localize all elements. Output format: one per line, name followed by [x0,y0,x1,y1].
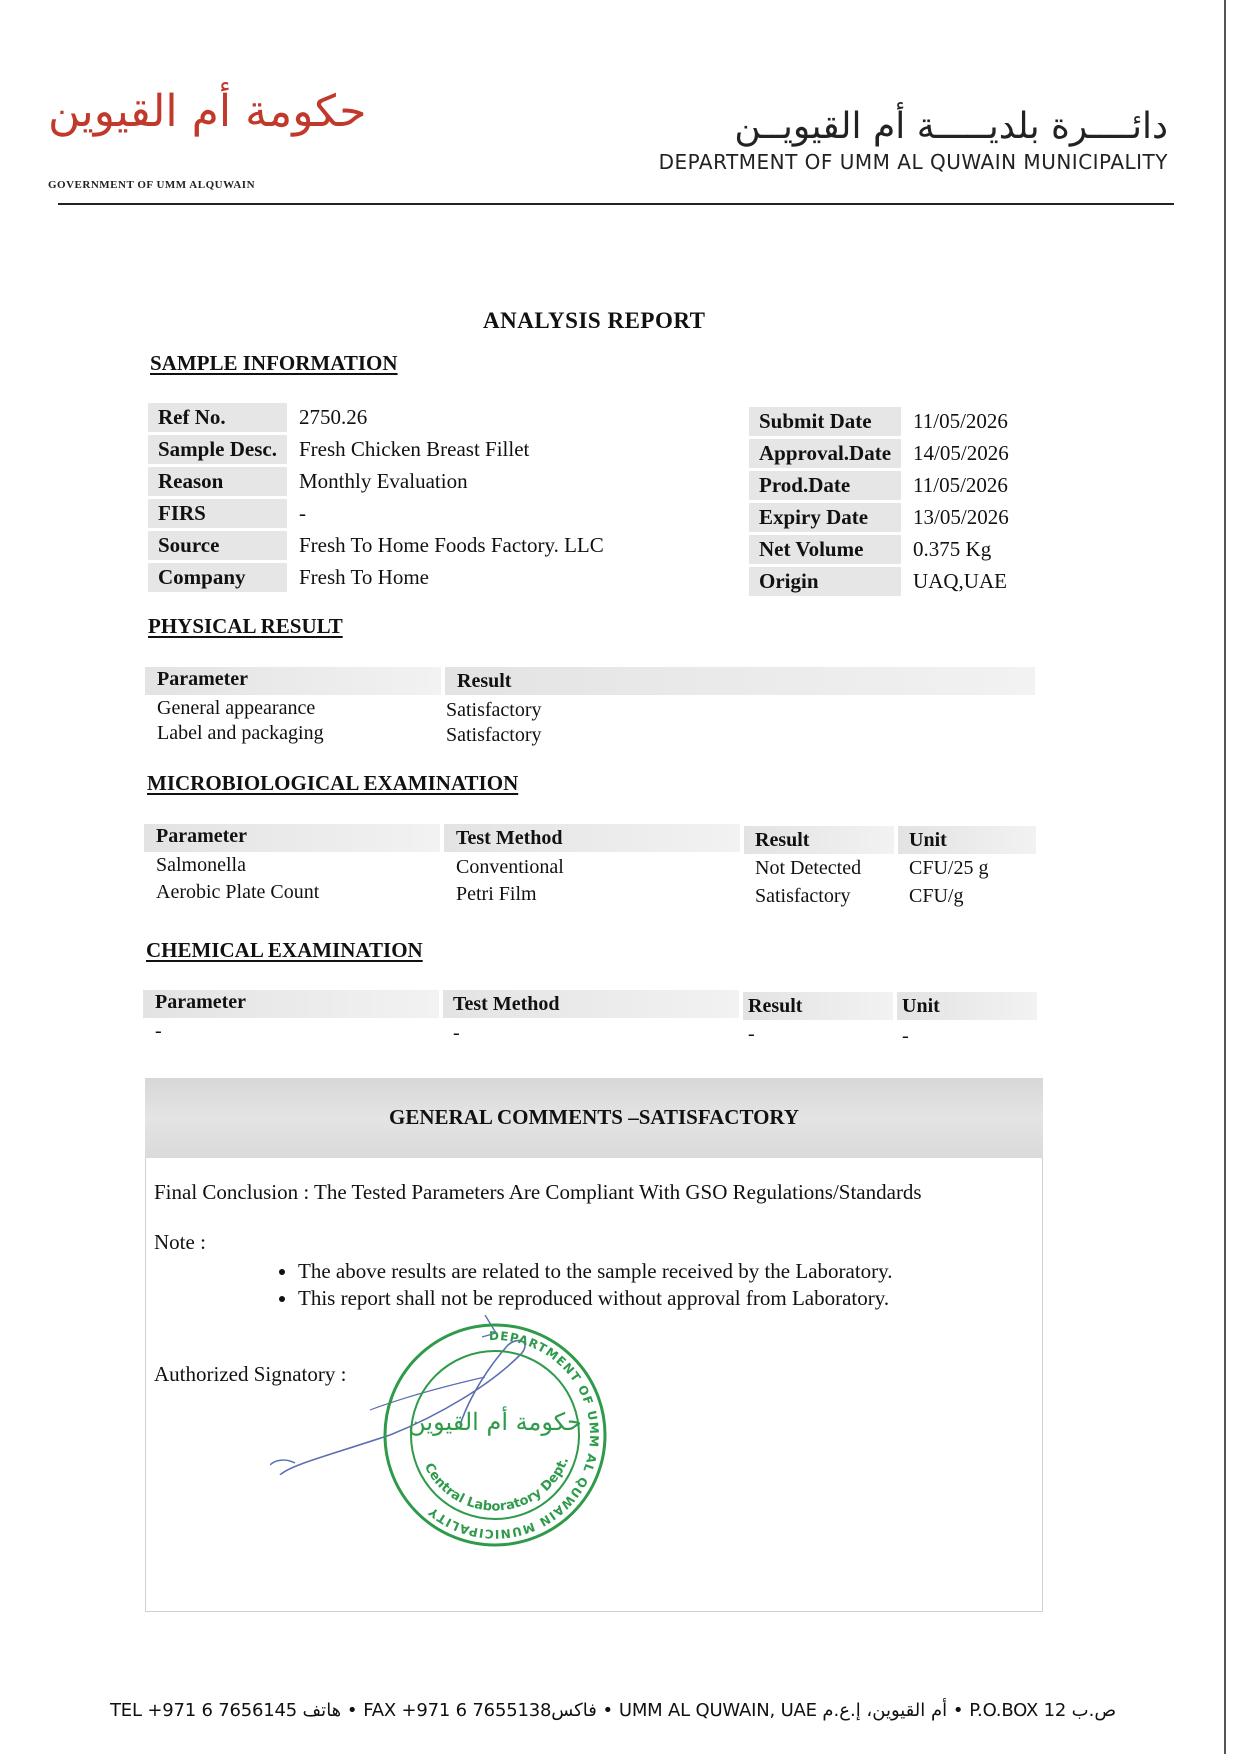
table-cell: Satisfactory [446,699,542,721]
table-cell: Satisfactory [446,724,542,746]
laboratory-stamp [380,1320,610,1550]
info-row [148,531,614,560]
info-label: Origin [749,567,901,596]
authorized-signatory-label: Authorized Signatory : [154,1362,347,1386]
column-header: Test Method [453,993,560,1015]
column-header: Unit [902,995,940,1017]
info-value: 14/05/2026 [913,441,1009,465]
physical-header-bar [445,667,1035,695]
microbiological-table [144,824,1036,916]
info-value: 0.375 Kg [913,537,992,561]
info-value: 11/05/2026 [913,473,1008,497]
info-label: Reason [148,467,287,496]
list-item: • The above results are related to the sample received by the Laboratory. [298,1258,893,1285]
sample-information-heading: SAMPLE INFORMATION [150,351,398,375]
physical-result-table [145,667,1035,757]
column-header: Unit [909,829,947,851]
final-conclusion: Final Conclusion : The Tested Parameters Are Compliant With GSO Regulations/Standards [154,1180,922,1204]
info-label: FIRS [148,499,287,528]
footer-contact: TEL +971 6 7656145 هاتف • FAX +971 6 7655138فاكس • UMM AL QUWAIN, UAE أم القيوين، إ.ع.م • P.O.BOX 12 ص.ب [110,1700,1117,1721]
info-value: 13/05/2026 [913,505,1009,529]
column-header: Parameter [156,825,248,847]
table-cell: Satisfactory [755,885,851,907]
column-header: Parameter [155,991,247,1013]
government-logo-caption: GOVERNMENT OF UMM ALQUWAIN [48,179,256,191]
column-header: Result [748,995,803,1017]
info-value: Monthly Evaluation [299,469,468,493]
physical-result-heading: PHYSICAL RESULT [148,614,343,638]
column-header: Result [755,829,810,851]
info-value: - [299,501,306,525]
department-name-english: DEPARTMENT OF UMM AL QUWAIN MUNICIPALITY [658,150,1168,174]
notes-list [258,1258,893,1312]
info-label: Source [148,531,287,560]
info-row [148,499,614,528]
sample-info-left-table [148,400,614,595]
microbiological-heading: MICROBIOLOGICAL EXAMINATION [147,771,519,795]
info-label: Prod.Date [749,471,901,500]
info-row [749,535,1019,564]
stamp-inner-text: Central Laboratory Dept. [420,1454,573,1515]
column-header: Result [457,670,512,692]
government-logo: حكومة أم القيوين [48,86,367,137]
info-label: Expiry Date [749,503,901,532]
table-cell: Petri Film [456,883,537,905]
info-label: Ref No. [148,403,287,432]
table-cell: - [902,1025,909,1047]
table-cell: Label and packaging [157,722,324,744]
stamp-emblem: حكومة أم القيوين [408,1408,582,1436]
chemical-table [143,990,1037,1060]
info-value: Fresh To Home [299,565,429,589]
chemical-heading: CHEMICAL EXAMINATION [146,938,423,962]
info-row [148,467,614,496]
info-value: Fresh To Home Foods Factory. LLC [299,533,604,557]
info-row [148,435,614,464]
department-name-arabic: دائــــرة بلديـــــة أم القيويــن [734,106,1168,147]
table-cell: Not Detected [755,857,862,879]
info-row [749,407,1019,436]
table-cell: CFU/25 g [909,857,989,879]
info-value: Fresh Chicken Breast Fillet [299,437,530,461]
info-row [749,567,1019,596]
sample-info-right-table [749,404,1019,599]
stamp-outer-text: DEPARTMENT OF UMM AL QUWAIN MUNICIPALITY [425,1328,602,1542]
info-label: Company [148,563,287,592]
column-header: Parameter [157,668,249,690]
info-label: Submit Date [749,407,901,436]
page-edge-line [1224,0,1226,1754]
svg-text:Central Laboratory Dept. [421,1455,572,1515]
info-label: Sample Desc. [148,435,287,464]
info-value: 2750.26 [299,405,368,429]
general-comments-title: GENERAL COMMENTS –SATISFACTORY [389,1105,799,1129]
info-row [148,403,614,432]
table-cell: - [155,1020,162,1042]
info-row [148,563,614,592]
info-label: Approval.Date [749,439,901,468]
table-cell: - [453,1022,460,1044]
header-divider [58,203,1174,205]
info-value: 11/05/2026 [913,409,1008,433]
info-row [749,503,1019,532]
info-label: Net Volume [749,535,901,564]
table-cell: Conventional [456,856,564,878]
table-cell: Aerobic Plate Count [156,881,320,903]
info-value: UAQ,UAE [913,569,1007,593]
note-label: Note : [154,1230,206,1254]
info-row [749,439,1019,468]
table-cell: CFU/g [909,885,964,907]
list-item: • This report shall not be reproduced without approval from Laboratory. [298,1285,893,1312]
column-header: Test Method [456,827,563,849]
report-title: ANALYSIS REPORT [483,308,706,333]
table-cell: General appearance [157,697,316,719]
table-cell: - [748,1023,755,1045]
info-row [749,471,1019,500]
table-cell: Salmonella [156,854,246,876]
